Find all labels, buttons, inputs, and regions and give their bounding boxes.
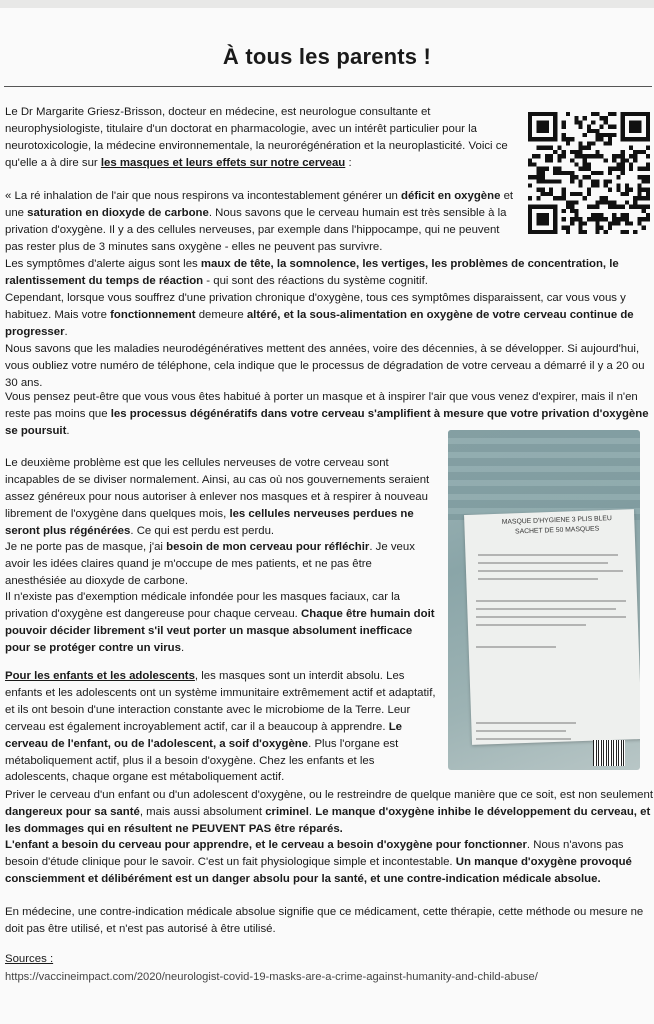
bold-text: Un manque d'oxygène provoqué consciemment et délibérément est un danger absolu pour la santé, et une contre-indication médicale absolue.	[5, 855, 632, 885]
text: Priver le cerveau d'un enfant ou d'un adolescent d'oxygène, ou le restreindre de quelque manière que ce soit, est non seulement	[5, 789, 653, 801]
paragraph-8	[5, 589, 435, 657]
bold-text: criminel	[265, 805, 309, 818]
top-band	[0, 0, 654, 8]
photo-text-line	[476, 646, 556, 648]
text: Le deuxième problème est que les cellules nerveuses de votre cerveau sont incapables de se diviser normalement. Ainsi, au cas où nos gouvernements seraient assez généreux pour nous autoriser à enlever nos masques et à respirer à nouveau librement de l'oxygène dans quelques mois,	[5, 457, 430, 520]
paragraph-11	[5, 837, 653, 888]
bold-text: altéré, et la sous-alimentation en oxygène de votre cerveau continue de progresser	[5, 308, 634, 338]
paragraph-6	[5, 455, 435, 540]
paragraph-4	[5, 341, 653, 392]
text: , les masques sont un interdit absolu. Les enfants et les adolescents ont un système immunitaire extrêmement actif et adaptatif, et ils ont besoin d'une interaction constante avec le microbiome de la Terre. Leur cerveau est également incroyablement actif, car il a beaucoup à apprendre.	[5, 670, 436, 733]
intro-topic-link: les masques et leurs effets sur notre cerveau	[100, 156, 346, 169]
paragraph-2	[5, 256, 653, 290]
intro-text-end: :	[345, 156, 352, 169]
bold-text: besoin de mon cerveau pour réfléchir	[166, 541, 370, 553]
photo-text-line	[476, 608, 616, 610]
text: Nous savons que les maladies neurodégénératives mettent des années, voire des décennies, à se développer. Si aujourd'hui, vous oubliez votre numéro de téléphone, cela indique que le processus de dégradation de votre cerveau a démarré il y a 20 ou 30 ans.	[5, 343, 645, 389]
paragraph-7	[5, 539, 435, 590]
text: , mais aussi absolument	[139, 805, 266, 818]
text: demeure	[195, 308, 247, 321]
sources-label: Sources :	[5, 953, 54, 965]
page-title: À tous les parents !	[222, 44, 432, 69]
bold-text: Le cerveau de l'enfant, ou de l'adolescent, a soif d'oxygène	[5, 720, 403, 750]
photo-text-line	[476, 730, 566, 732]
photo-text-line	[476, 738, 571, 740]
bold-text: les processus dégénératifs dans votre cerveau s'amplifient à mesure que votre privation d'oxygène se poursuit	[5, 407, 649, 437]
bold-text: L'enfant a besoin du cerveau pour apprendre, et le cerveau a besoin d'oxygène pour fonctionner	[5, 839, 527, 851]
photo-text-line	[476, 722, 576, 724]
text: . Nous savons que le cerveau humain est très sensible à la privation d'oxygène. Il y a des cellules nerveuses, par exemple dans l'hippocampe, qui ne peuvent pas rester plus de 3 minutes sans oxygène - elles ne peuvent pas survivre.	[5, 206, 507, 253]
mask-package-photo	[448, 430, 640, 770]
text: Je ne porte pas de masque, j'ai	[5, 541, 167, 553]
photo-text-line	[478, 562, 608, 564]
bold-text: fonctionnement	[110, 308, 196, 321]
text: - qui sont des réactions du système cognitif.	[203, 274, 428, 287]
text: Vous pensez peut-être que vous vous êtes habitué à porter un masque et à inspirer l'air que vous venez d'expirer, mais il n'en reste pas moins que	[5, 391, 638, 420]
text: . Plus l'organe est métaboliquement actif, plus il a besoin d'oxygène. Chez les enfants et les adolescents, chaque organe est métaboliquement actif.	[5, 737, 399, 784]
paragraph-12	[5, 904, 653, 938]
qr-code-icon[interactable]	[528, 112, 650, 234]
paragraph-10	[5, 787, 653, 838]
text: .	[66, 424, 70, 437]
text: . Nous n'avons pas besoin d'étude clinique pour le savoir. C'est un fait physiologique simple et incontestable.	[5, 839, 624, 868]
paragraph-9	[5, 668, 441, 786]
intro-paragraph	[5, 104, 520, 172]
photo-label-line: SACHET DE 50 MASQUES	[514, 525, 600, 536]
bold-text: dangereux pour sa santé	[5, 805, 140, 818]
bold-underlined-text: Pour les enfants et les adolescents	[5, 670, 195, 682]
bold-text: saturation en dioxyde de carbone	[27, 206, 209, 219]
photo-label-line: MASQUE D'HYGIENE 3 PLIS BLEU	[501, 515, 612, 526]
text: Les symptômes d'alerte aigus sont les	[5, 258, 201, 270]
photo-fabric	[448, 430, 640, 520]
text: . Ce qui est perdu est perdu.	[130, 524, 275, 537]
text: En médecine, une contre-indication médicale absolue signifie que ce médicament, cette thérapie, cette méthode ou mesure ne doit pas être utilisé, et n'est pas autorisé à être utilisé.	[5, 906, 644, 935]
text: . Je veux avoir les idées claires quand je m'occupe de mes patients, et ne pas être anesthésiée au dioxyde de carbone.	[5, 541, 415, 587]
photo-text-line	[478, 554, 618, 556]
intro-text: Le Dr Margarite Griesz-Brisson, docteur en médecine, est neurologue consultante et neurophysiologiste, titulaire d'un doctorat en pharmacologie, avec un intérêt particulier pour la neurotoxicologie, la médecine environnementale, la neurorégénération et la neuroplasticité. Voici ce qu'elle a à dire sur	[5, 106, 508, 169]
bold-text: Chaque être humain doit pouvoir décider librement s'il veut porter un masque absolument inefficace pour se protéger contre un virus	[5, 607, 435, 654]
photo-label	[464, 509, 640, 745]
barcode-icon	[593, 740, 625, 766]
text: Il n'existe pas d'exemption médicale infondée pour les masques faciaux, car la privation d'oxygène est dangereuse pour chaque cerveau.	[5, 591, 401, 620]
photo-text-line	[476, 600, 626, 602]
title-rule	[4, 86, 652, 87]
photo-text-line	[476, 616, 626, 618]
text: .	[64, 325, 68, 338]
source-link[interactable]: https://vaccineimpact.com/2020/neurologist-covid-19-masks-are-a-crime-against-humanity-and-child-abuse/	[5, 971, 538, 983]
text: et une	[5, 190, 514, 219]
text: « La ré inhalation de l'air que nous respirons va incontestablement générer un	[5, 190, 402, 202]
text: .	[180, 641, 185, 654]
paragraph-1	[5, 188, 520, 256]
bold-text: maux de tête, la somnolence, les vertiges, les problèmes de concentration, le ralentissement du temps de réaction	[5, 258, 619, 287]
bold-text: Le manque d'oxygène inhibe le développement du cerveau, et les dommages qui en résultent ne PEUVENT PAS être réparés.	[5, 805, 651, 835]
photo-text-line	[478, 578, 598, 580]
bold-text: déficit en oxygène	[401, 190, 501, 202]
text: .	[308, 805, 316, 818]
photo-text-line	[478, 570, 623, 572]
bold-text: les cellules nerveuses perdues ne seront plus régénérées	[5, 507, 414, 537]
photo-text-line	[476, 624, 586, 626]
paragraph-3	[5, 290, 653, 341]
text: Cependant, lorsque vous souffrez d'une privation chronique d'oxygène, tous ces symptômes disparaissent, car vous vous y habituez. Mais votre	[5, 292, 626, 321]
